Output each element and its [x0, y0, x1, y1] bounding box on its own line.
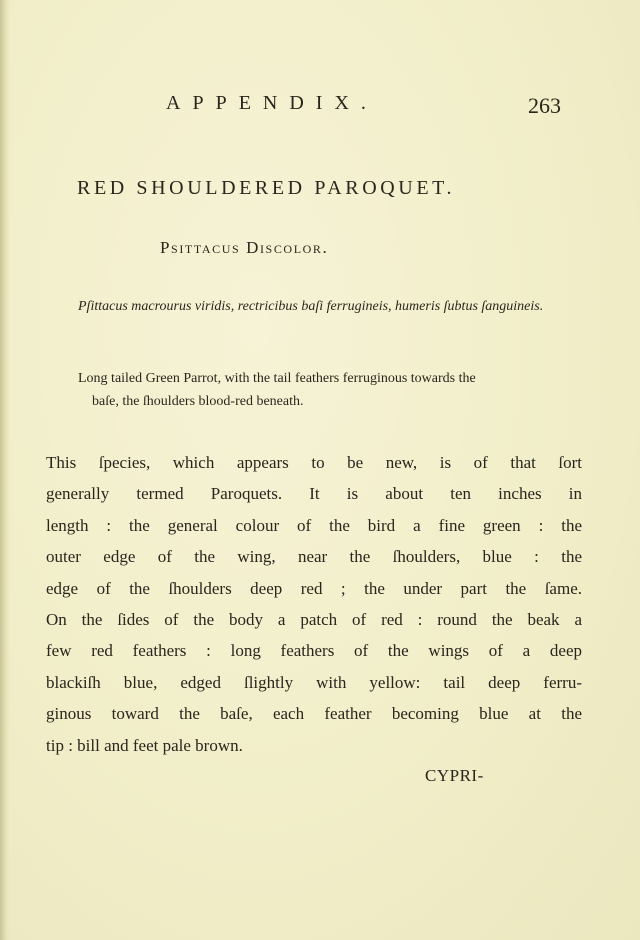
paragraph-line: This ſpecies, which appears to be new, is of that ſort — [46, 453, 582, 472]
paragraph-line: ginous toward the baſe, each feather becoming blue at the — [46, 704, 582, 724]
paragraph-line: generally termed Paroquets. It is about ten inches in — [46, 484, 582, 504]
english-description — [78, 367, 603, 413]
paragraph-line: length : the general colour of the bird a fine green : the — [46, 515, 582, 535]
catchword: CYPRI- — [425, 766, 484, 785]
entry-title: RED SHOULDERED PAROQUET. — [77, 177, 456, 199]
page-number: 263 — [528, 93, 561, 118]
paragraph-line: outer edge of the wing, near the ſhoulders, blue : the — [46, 547, 582, 567]
latin-diagnosis: Pſittacus macrourus viridis, rectricibus baſi ferrugineis, humeris ſubtus ſanguineis. — [78, 299, 544, 314]
english-description-line: Long tailed Green Parrot, with the tail feathers ferruginous towards the — [78, 371, 476, 386]
page-gutter-shadow — [0, 0, 10, 940]
english-description-line: baſe, the ſhoulders blood-red beneath. — [92, 394, 304, 409]
paragraph-line: few red feathers : long feathers of the wings of a deep — [46, 641, 582, 661]
paragraph-line: edge of the ſhoulders deep red ; the under part the ſame. — [46, 578, 582, 598]
latin-species-name: Psittacus Discolor. — [160, 238, 329, 257]
paragraph-line: tip : bill and feet pale brown. — [46, 735, 243, 755]
running-head: APPENDIX. — [166, 92, 378, 114]
description-paragraph — [46, 447, 582, 761]
paragraph-line: blackiſh blue, edged ſlightly with yellow: tail deep ferru- — [46, 672, 582, 692]
paragraph-line: On the ſides of the body a patch of red : round the beak a — [46, 610, 582, 630]
